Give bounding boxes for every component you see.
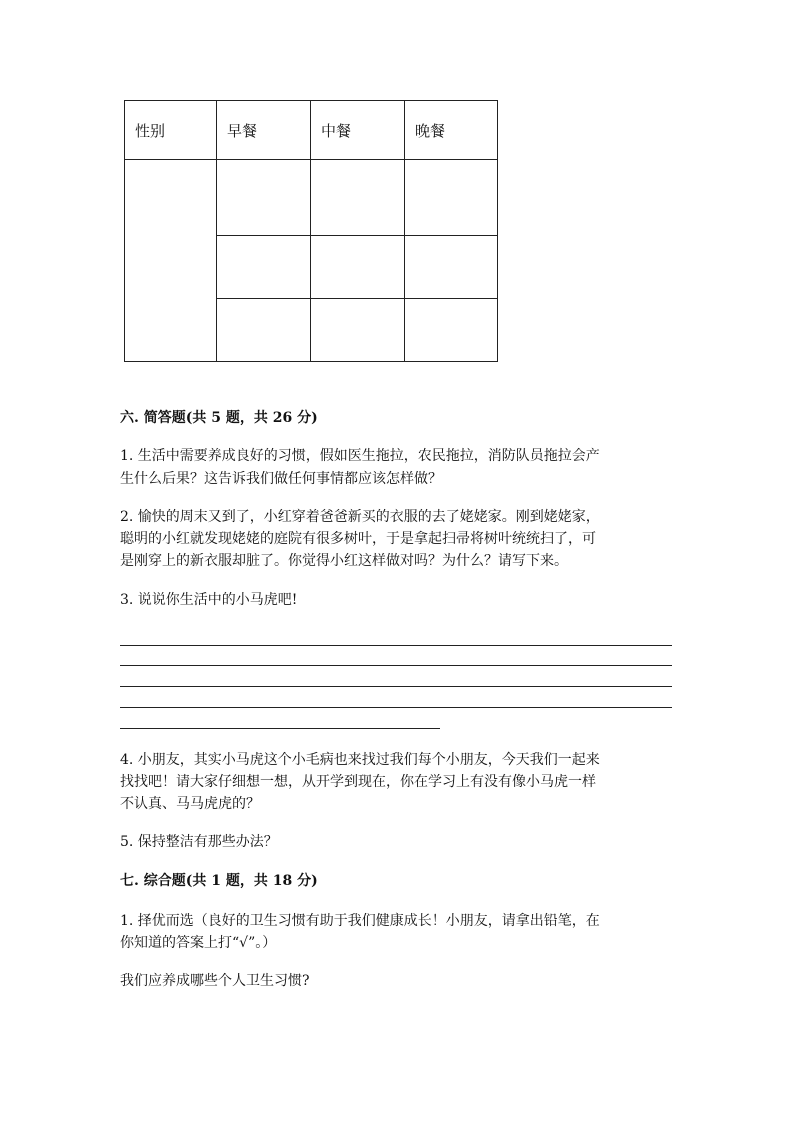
- header-dinner: 晚餐: [415, 122, 446, 140]
- table-cell: [404, 235, 498, 298]
- table-cell: [310, 159, 404, 235]
- meal-table: [124, 100, 498, 362]
- q4-line1: 4. 小朋友，其实小马虎这个小毛病也来找过我们每个小朋友，今天我们一起来: [120, 752, 600, 768]
- header-lunch: 中餐: [321, 122, 352, 140]
- header-breakfast: 早餐: [227, 122, 258, 140]
- s7-q1-line1: 1. 择优而选（良好的卫生习惯有助于我们健康成长！小朋友，请拿出铅笔，在: [120, 913, 600, 929]
- table-header-cell: [310, 100, 404, 159]
- table-header-cell: [124, 100, 216, 159]
- section7-title: 七. 综合题(共 1 题，共 18 分): [120, 873, 318, 889]
- q2-line1: 2. 愉快的周末又到了，小红穿着爸爸新买的衣服的去了姥姥家。刚到姥姥家，: [120, 509, 600, 525]
- q2-line2: 聪明的小红就发现姥姥的庭院有很多树叶，于是拿起扫帚将树叶统统扫了，可: [120, 531, 596, 547]
- q1-line1: 1. 生活中需要养成良好的习惯，假如医生拖拉，农民拖拉，消防队员拖拉会产: [120, 448, 600, 464]
- table-cell: [404, 159, 498, 235]
- table-cell: [310, 235, 404, 298]
- answer-line[interactable]: [120, 728, 440, 729]
- q3-line1: 3. 说说你生活中的小马虎吧!: [120, 592, 298, 608]
- table-cell-merged: [124, 159, 216, 362]
- s7-q1-line3: 我们应养成哪些个人卫生习惯?: [120, 973, 310, 989]
- answer-line[interactable]: [120, 707, 672, 708]
- section6-title: 六. 简答题(共 5 题，共 26 分): [120, 410, 318, 426]
- table-cell: [216, 235, 310, 298]
- answer-line[interactable]: [120, 645, 672, 646]
- table-header-cell: [404, 100, 498, 159]
- table-border-bottom: [124, 361, 498, 362]
- s7-q1-line2: 你知道的答案上打“√”。）: [120, 935, 277, 951]
- table-cell: [216, 298, 310, 362]
- table-border-right: [497, 100, 498, 362]
- q4-line2: 找找吧！请大家仔细想一想，从开学到现在，你在学习上有没有像小马虎一样: [120, 774, 596, 790]
- table-cell: [404, 298, 498, 362]
- header-gender: 性别: [135, 122, 166, 140]
- table-cell: [310, 298, 404, 362]
- q2-line3: 是刚穿上的新衣服却脏了。你觉得小红这样做对吗？为什么？请写下来。: [120, 553, 568, 569]
- answer-line[interactable]: [120, 686, 672, 687]
- q5-line1: 5. 保持整洁有那些办法？: [120, 834, 278, 850]
- q1-line2: 生什么后果？这告诉我们做任何事情都应该怎样做？: [120, 471, 442, 487]
- answer-line[interactable]: [120, 665, 672, 666]
- table-header-cell: [216, 100, 310, 159]
- table-cell: [216, 159, 310, 235]
- q4-line3: 不认真、马马虎虎的？: [120, 796, 260, 812]
